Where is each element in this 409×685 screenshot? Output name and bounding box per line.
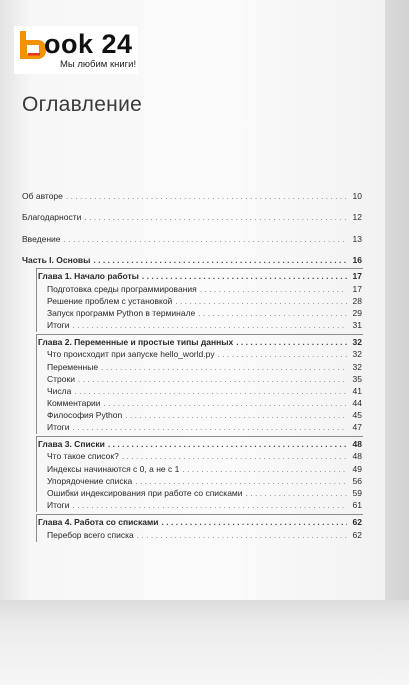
toc-section-label: Итоги xyxy=(47,500,70,510)
toc-section-label: Итоги xyxy=(47,422,70,432)
leader-dots xyxy=(108,438,347,450)
toc-entry-page: 13 xyxy=(352,234,362,244)
toc-chapter-4[interactable] xyxy=(38,516,362,528)
toc-section[interactable] xyxy=(47,307,362,319)
toc-section[interactable] xyxy=(47,361,362,373)
leader-dots xyxy=(122,450,347,462)
leader-dots xyxy=(135,475,347,487)
toc-chapter-label: Глава 2. Переменные и простые типы данных xyxy=(38,337,234,347)
toc-chapter-label: Глава 3. Списки xyxy=(38,439,105,449)
toc-section-page: 45 xyxy=(352,410,362,420)
toc-section-page: 32 xyxy=(352,362,362,372)
leader-dots xyxy=(137,529,347,541)
toc-section[interactable] xyxy=(47,463,362,475)
toc-section[interactable] xyxy=(47,409,362,421)
toc-section[interactable] xyxy=(47,421,362,433)
toc-chapter-page: 17 xyxy=(352,271,362,281)
toc-entry-page: 12 xyxy=(352,212,362,222)
toc-section-label: Индексы начинаются с 0, а не с 1 xyxy=(47,464,180,474)
toc-section[interactable] xyxy=(47,450,362,462)
toc-section-page: 29 xyxy=(352,308,362,318)
leader-dots xyxy=(84,211,347,223)
toc-part-page: 16 xyxy=(352,255,362,265)
toc-chapter-1[interactable] xyxy=(38,270,362,282)
toc-section[interactable] xyxy=(47,319,362,331)
toc-section-page: 49 xyxy=(352,464,362,474)
toc-chapter-2[interactable] xyxy=(38,336,362,348)
toc-section-page: 61 xyxy=(352,500,362,510)
toc-section-page: 41 xyxy=(352,386,362,396)
toc-section-label: Что происходит при запуске hello_world.py xyxy=(47,349,215,359)
leader-dots xyxy=(162,516,347,528)
chapter-rule-vertical xyxy=(36,334,37,434)
toc-chapter-label: Глава 4. Работа со списками xyxy=(38,517,159,527)
toc-part-label: Часть I. Основы xyxy=(22,255,91,265)
toc-section[interactable] xyxy=(47,499,362,511)
chapter-rule-vertical xyxy=(36,514,37,542)
toc-entry-label: Об авторе xyxy=(22,191,63,201)
chapter-rule xyxy=(36,514,363,515)
chapter-rule xyxy=(36,334,363,335)
toc-section-label: Комментарии xyxy=(47,398,101,408)
chapter-rule xyxy=(36,268,363,269)
leader-dots xyxy=(198,307,347,319)
toc-chapter-page: 32 xyxy=(352,337,362,347)
toc-section-label: Философия Python xyxy=(47,410,123,420)
toc-section[interactable] xyxy=(47,348,362,360)
toc-section-page: 56 xyxy=(352,476,362,486)
leader-dots xyxy=(142,270,347,282)
leader-dots xyxy=(72,421,347,433)
leader-dots xyxy=(182,463,347,475)
toc-section-page: 28 xyxy=(352,296,362,306)
leader-dots xyxy=(72,319,347,331)
leader-dots xyxy=(246,487,347,499)
leader-dots xyxy=(101,361,347,373)
chapter-rule xyxy=(36,436,363,437)
toc-section-label: Ошибки индексирования при работе со списками xyxy=(47,488,243,498)
leader-dots xyxy=(125,409,347,421)
page-edge-shadow xyxy=(0,600,409,685)
logo-wordmark: ook 24 xyxy=(44,29,133,59)
toc-section-label: Переменные xyxy=(47,362,99,372)
leader-dots xyxy=(72,499,347,511)
toc-section-page: 44 xyxy=(352,398,362,408)
leader-dots xyxy=(236,336,347,348)
toc-section[interactable] xyxy=(47,397,362,409)
leader-dots xyxy=(200,283,347,295)
toc-entry-label: Введение xyxy=(22,234,61,244)
toc-section-page: 32 xyxy=(352,349,362,359)
chapter-rule-vertical xyxy=(36,436,37,512)
toc-chapter-page: 62 xyxy=(352,517,362,527)
leader-dots xyxy=(175,295,347,307)
leader-dots xyxy=(104,397,347,409)
toc-section-label: Строки xyxy=(47,374,75,384)
leader-dots xyxy=(74,385,347,397)
leader-dots xyxy=(78,373,347,385)
logo-tagline: Мы любим книги! xyxy=(60,59,137,70)
toc-entry-introduction[interactable] xyxy=(22,233,362,245)
leader-dots xyxy=(218,348,347,360)
toc-section-page: 17 xyxy=(352,284,362,294)
toc-section-label: Итоги xyxy=(47,320,70,330)
toc-section-label: Что такое список? xyxy=(47,451,119,461)
leader-dots xyxy=(64,233,348,245)
toc-section[interactable] xyxy=(47,475,362,487)
toc-section-label: Упорядочение списка xyxy=(47,476,133,486)
toc-section[interactable] xyxy=(47,529,362,541)
page-title: Оглавление xyxy=(22,93,143,116)
toc-chapter-3[interactable] xyxy=(38,438,362,450)
toc-part-1[interactable] xyxy=(22,254,362,266)
toc-section-label: Решение проблем с установкой xyxy=(47,296,173,306)
toc-section-label: Подготовка среды программирования xyxy=(47,284,197,294)
toc-section-label: Перебор всего списка xyxy=(47,530,134,540)
chapter-rule-vertical xyxy=(36,268,37,332)
leader-dots xyxy=(66,190,347,202)
toc-section-page: 47 xyxy=(352,422,362,432)
toc-section-page: 59 xyxy=(352,488,362,498)
toc-section[interactable] xyxy=(47,373,362,385)
toc-section[interactable] xyxy=(47,487,362,499)
toc-section-label: Запуск программ Python в терминале xyxy=(47,308,196,318)
toc-section[interactable] xyxy=(47,295,362,307)
toc-entry-about-author[interactable] xyxy=(22,190,362,202)
toc-entry-label: Благодарности xyxy=(22,212,82,222)
toc-section-page: 62 xyxy=(352,530,362,540)
toc-section[interactable] xyxy=(47,283,362,295)
toc-entry-acknowledgements[interactable] xyxy=(22,211,362,223)
toc-chapter-label: Глава 1. Начало работы xyxy=(38,271,139,281)
toc-section-page: 35 xyxy=(352,374,362,384)
leader-dots xyxy=(93,254,347,266)
toc-chapter-page: 48 xyxy=(352,439,362,449)
toc-section-page: 48 xyxy=(352,451,362,461)
toc-section-page: 31 xyxy=(352,320,362,330)
toc-entry-page: 10 xyxy=(352,191,362,201)
toc-section[interactable] xyxy=(47,385,362,397)
toc-section-label: Числа xyxy=(47,386,72,396)
